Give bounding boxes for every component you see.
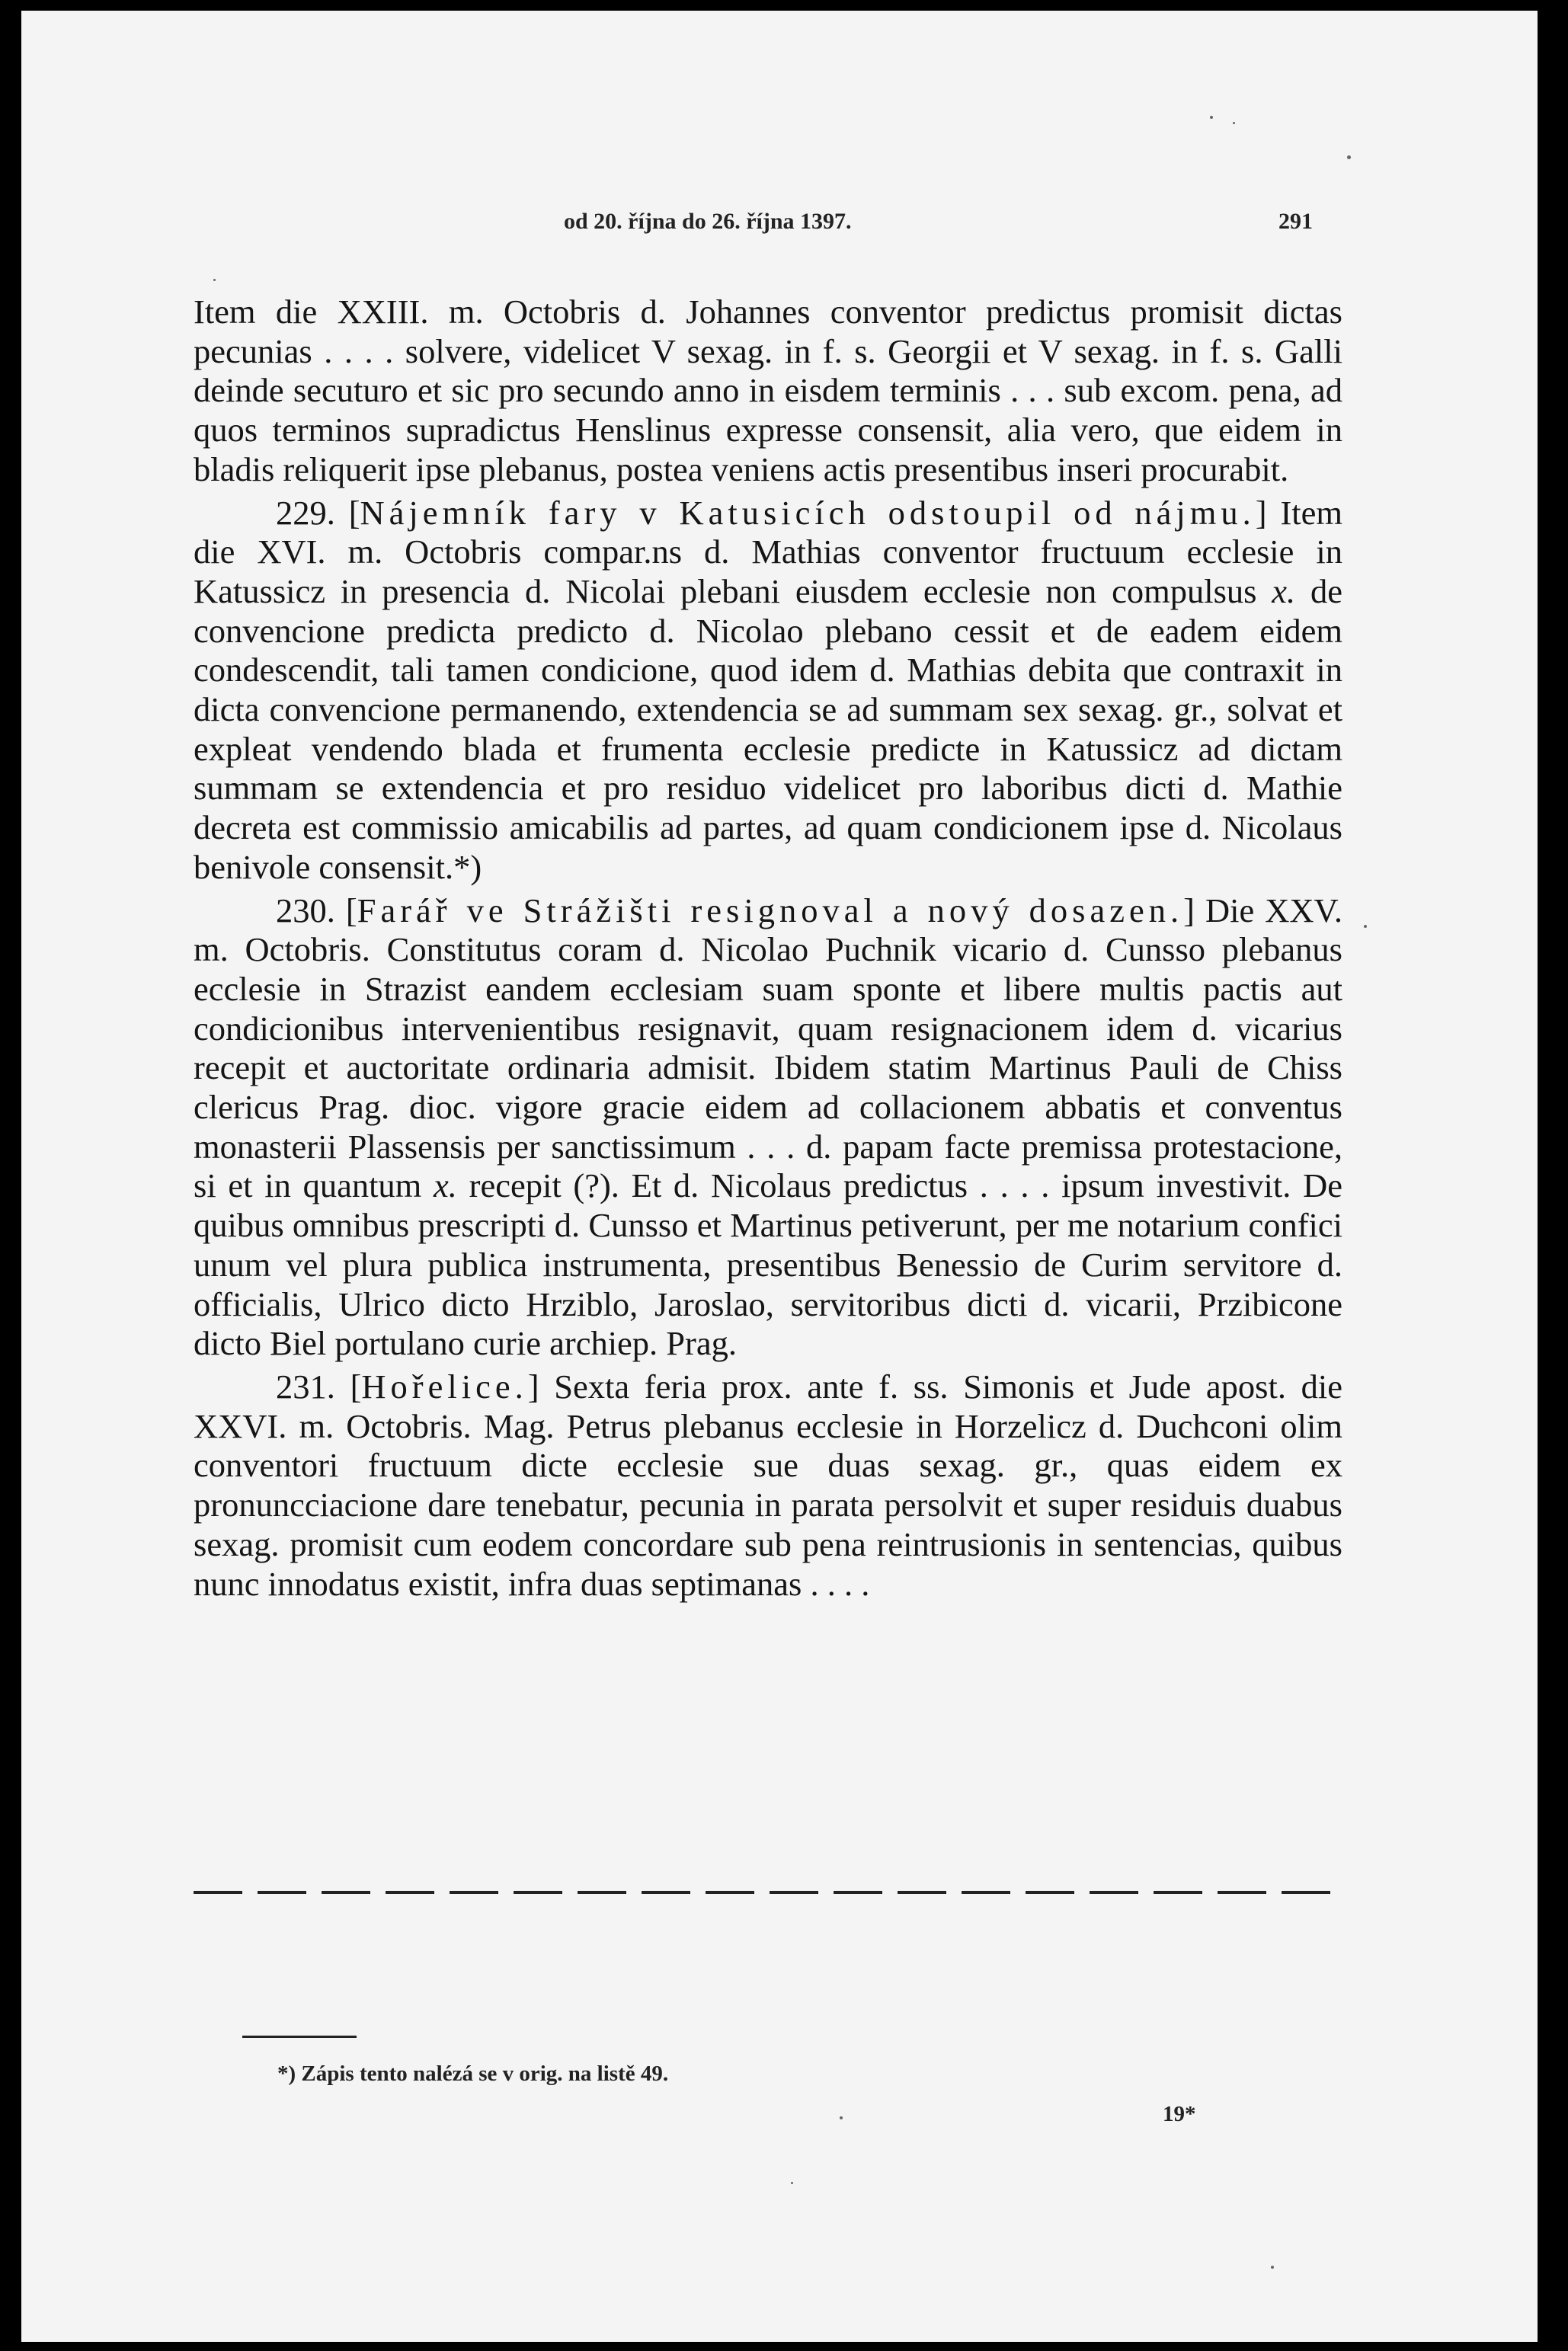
- entry-number: 229. [: [276, 493, 360, 532]
- paragraph-229: [194, 494, 1342, 888]
- text-segment: Item die XXIII. m. Octobris d. Johannes conventor predictus promisit dictas pecunias . . . . solvere, videlicet V sexag. in f. s. Georgii et V sexag. in f. s. Galli deinde secuturo et sic pro secundo anno in eisdem terminis . . . sub excom. pena, ad quos terminos supradictus Henslinus expresse consensit, alia vero, que eidem in bladis reliquerit ipse plebanus, postea veniens actis presentibus inseri procurabit.: [194, 293, 1342, 488]
- text-segment: recepit (?). Et d. Nicolaus predictus . . . . ipsum investivit. De quibus omnibus prescripti d. Cunsso et Martinus petiverunt, per me notarium confici unum vel plura publica instrumenta, presentibus Benessio de Curim servitore d. officialis, Ulrico dicto Hrziblo, Jaroslao, servitoribus dicti d. vicarii, Przibicone dicto Biel portulano curie archiep. Prag.: [194, 1166, 1343, 1363]
- signature-mark: 19*: [1163, 2102, 1196, 2126]
- footnote: *) Zápis tento nalézá se v orig. na listě 49.: [277, 2062, 669, 2086]
- italic-abbreviation: x.: [1272, 571, 1296, 610]
- entry-heading: Farář ve Strážišti resignoval a nový dosazen.: [357, 891, 1184, 929]
- scan-speck: [1347, 155, 1351, 159]
- text-segment: de convencione predicta predicto d. Nicolao plebano cessit et de eadem eidem condescendit, tali tamen condicione, quod idem d. Mathias debita que contraxit in dicta convencione permanendo, extendencia se ad summam sex sexag. gr., solvat et expleat vendendo blada et frumenta ecclesie predicte in Katussicz ad dictam summam se extendencia et pro residuo videlicet pro laboribus dicti d. Mathie decreta est commissio amicabilis ad partes, ad quam condicionem ipse d. Nicolaus benivole consensit.*): [194, 571, 1342, 886]
- paragraph-230: [194, 891, 1342, 1364]
- scan-speck: [1233, 122, 1235, 124]
- text-segment: ] Die XXV. m. Octobris. Constitutus coram d. Nicolao Puchnik vicario d. Cunsso plebanus ecclesie in Strazist eandem ecclesiam suam sponte et libere multis pactis aut condicionibus intervenientibus resignavit, quam resignacionem idem d. vicarius recepit et auctoritate ordinaria admisit. Ibidem statim Martinus Pauli de Chiss clericus Prag. dioc. vigore gracie eidem ad collacionem abbatis et conventus monasterii Plassensis per sanctissimum . . . d. papam facte premissa protestacione, si et in quantum: [194, 891, 1343, 1205]
- page-number: 291: [1278, 209, 1313, 234]
- scan-speck: [1271, 2266, 1274, 2269]
- dashed-divider: [194, 1891, 1342, 1894]
- running-head-title: od 20. října do 26. října 1397.: [564, 209, 852, 234]
- entry-heading: Hořelice.: [361, 1367, 528, 1406]
- scan-speck: [1364, 925, 1367, 928]
- book-page: [21, 11, 1538, 2342]
- text-segment: ] Sexta feria prox. ante f. ss. Simonis et Jude apost. die XXVI. m. Octobris. Mag. Petrus plebanus ecclesie in Horzelicz d. Duchconi olim conventori fructuum dicte ecclesie sue duas sexag. gr., quas eidem ex pronuncciacione dare tenebatur, pecunia in parata persolvit et super residuis duabus sexag. promisit cum eodem concordare sub pena reintrusionis in sentencias, quibus nunc innodatus existit, infra duas septimanas . . . .: [194, 1367, 1342, 1603]
- paragraph-228-continuation: [194, 293, 1342, 490]
- entry-number: 230. [: [276, 891, 357, 929]
- paragraph-231: [194, 1367, 1342, 1604]
- body-text: [194, 293, 1342, 1604]
- entry-number: 231. [: [276, 1367, 362, 1406]
- running-head: [21, 209, 1538, 239]
- entry-heading: Nájemník fary v Katusicích odstoupil od nájmu.: [360, 493, 1256, 532]
- scan-speck: [791, 2182, 793, 2184]
- scan-speck: [840, 2116, 843, 2119]
- footnote-rule: [242, 2036, 357, 2038]
- scan-speck: [213, 279, 216, 281]
- italic-abbreviation: x.: [434, 1166, 457, 1205]
- text-segment: ] Item die XVI. m. Octobris compar.ns d. Mathias conventor fructuum ecclesie in Katussicz in presencia d. Nicolai plebani eiusdem ecclesie non compulsus: [194, 493, 1342, 610]
- scan-speck: [1210, 116, 1213, 119]
